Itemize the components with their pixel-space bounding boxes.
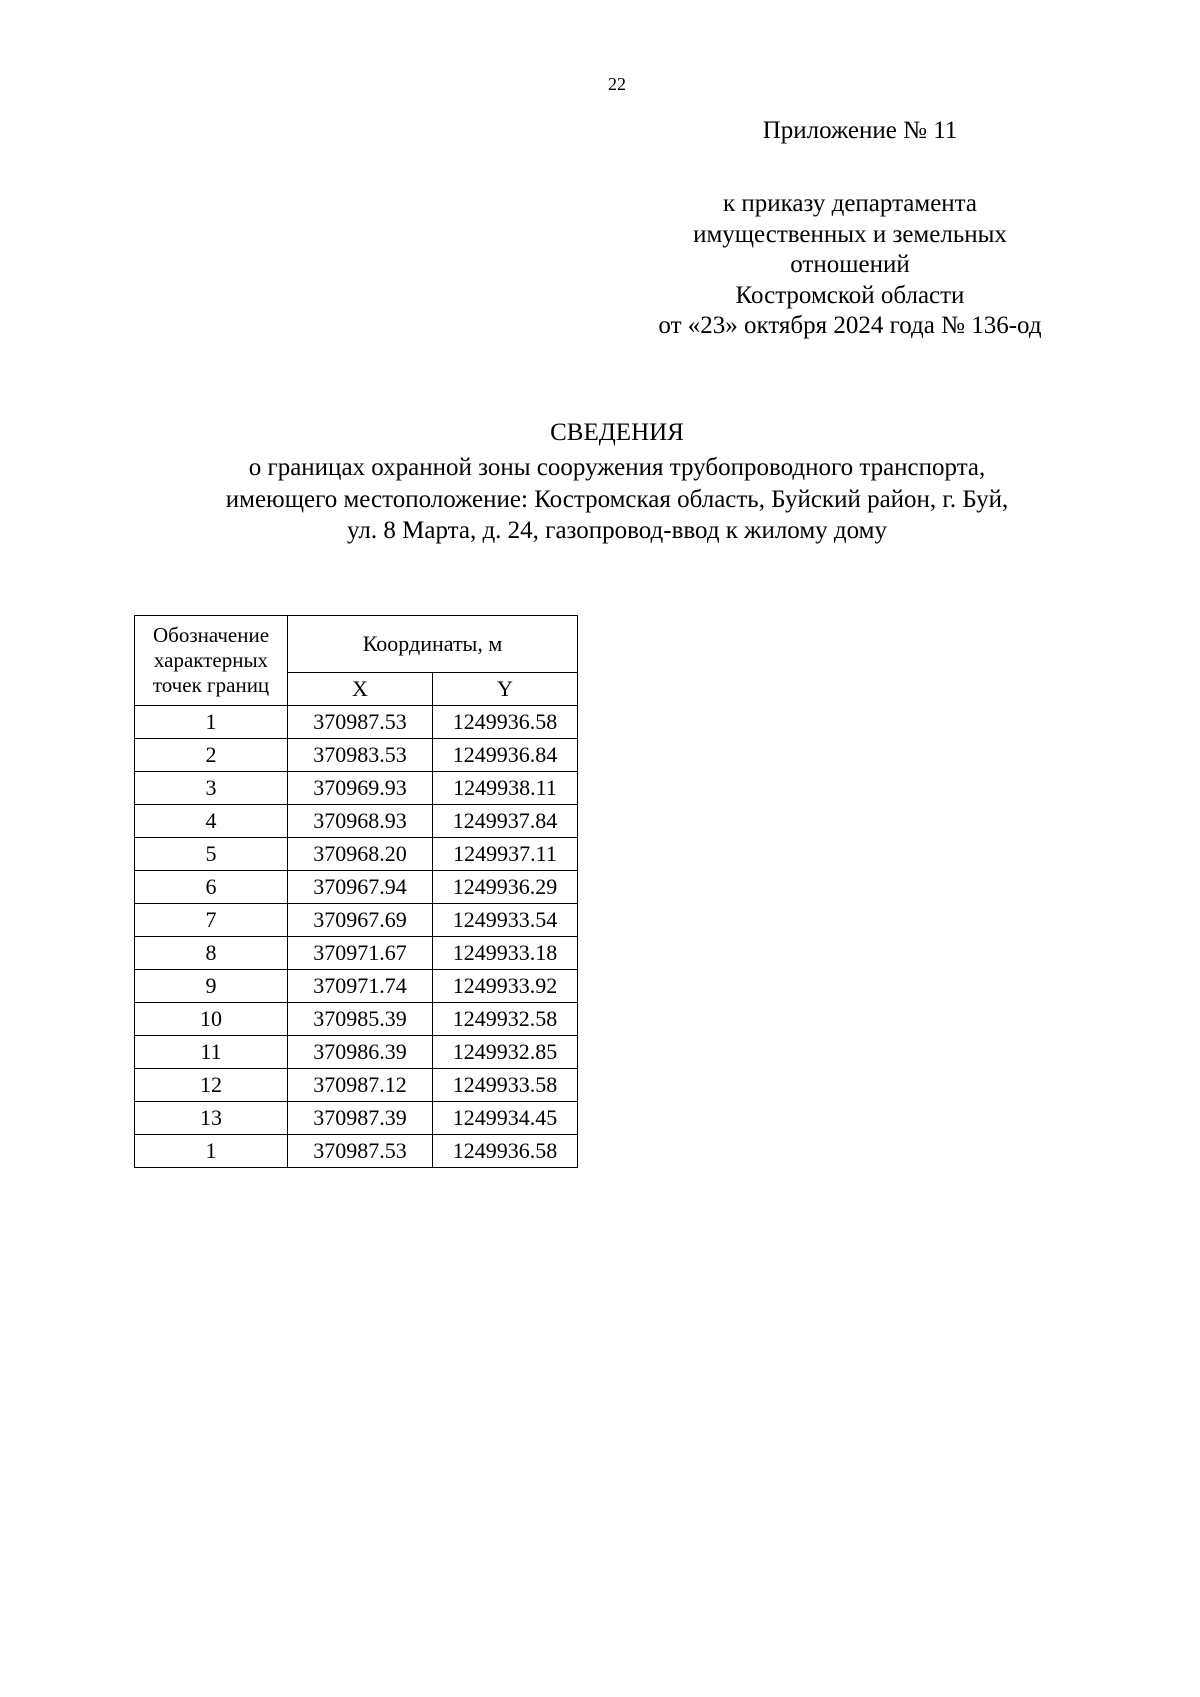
table-row [135, 871, 578, 904]
cell-x: 370987.53 [288, 706, 433, 739]
cell-point: 4 [135, 805, 288, 838]
cell-y: 1249936.84 [433, 739, 578, 772]
table-row [135, 1036, 578, 1069]
page-number: 22 [608, 74, 626, 94]
header-point-line: Обозначение [152, 623, 270, 647]
subheading-line: ул. 8 Марта, д. 24, газопровод-ввод к жилому дому [347, 517, 887, 544]
document-heading: СВЕДЕНИЯ [550, 419, 684, 446]
order-ref-line: имущественных и земельных [693, 220, 1007, 248]
cell-y: 1249936.58 [433, 706, 578, 739]
cell-point: 11 [135, 1036, 288, 1069]
cell-point: 8 [135, 937, 288, 970]
order-ref-line: отношений [790, 251, 910, 278]
cell-point: 2 [135, 739, 288, 772]
coordinates-table [134, 615, 578, 1168]
cell-y: 1249937.84 [433, 805, 578, 838]
table-row [135, 970, 578, 1003]
table-row [135, 805, 578, 838]
cell-x: 370971.74 [288, 970, 433, 1003]
cell-point: 9 [135, 970, 288, 1003]
cell-point: 10 [135, 1003, 288, 1036]
header-x: X [288, 673, 433, 706]
cell-y: 1249934.45 [433, 1102, 578, 1135]
cell-y: 1249932.58 [433, 1003, 578, 1036]
table-row [135, 739, 578, 772]
cell-y: 1249936.29 [433, 871, 578, 904]
cell-point: 1 [135, 1135, 288, 1168]
cell-x: 370967.69 [288, 904, 433, 937]
cell-x: 370987.53 [288, 1135, 433, 1168]
cell-y: 1249933.54 [433, 904, 578, 937]
cell-point: 5 [135, 838, 288, 871]
cell-y: 1249933.92 [433, 970, 578, 1003]
cell-y: 1249938.11 [433, 772, 578, 805]
table-header-row [135, 616, 578, 673]
order-reference [600, 189, 1100, 342]
header-point-designation [135, 616, 288, 706]
cell-x: 370983.53 [288, 739, 433, 772]
cell-y: 1249933.58 [433, 1069, 578, 1102]
table-body [135, 706, 578, 1168]
cell-x: 370985.39 [288, 1003, 433, 1036]
header-coordinates: Координаты, м [288, 616, 578, 673]
table-row [135, 904, 578, 937]
cell-y: 1249937.11 [433, 838, 578, 871]
cell-x: 370971.67 [288, 937, 433, 970]
table-row [135, 772, 578, 805]
table-row [135, 838, 578, 871]
table-row [135, 706, 578, 739]
document-subheading [0, 452, 1200, 547]
cell-point: 7 [135, 904, 288, 937]
cell-x: 370968.93 [288, 805, 433, 838]
cell-y: 1249933.18 [433, 937, 578, 970]
order-ref-line: к приказу департамента [722, 190, 978, 217]
table-row [135, 1135, 578, 1168]
cell-point: 1 [135, 706, 288, 739]
table-row [135, 937, 578, 970]
cell-x: 370987.39 [288, 1102, 433, 1135]
cell-y: 1249932.85 [433, 1036, 578, 1069]
appendix-title: Приложение № 11 [762, 117, 958, 144]
table-row [135, 1069, 578, 1102]
cell-point: 12 [135, 1069, 288, 1102]
header-point-line: точек границ [152, 673, 270, 697]
cell-x: 370967.94 [288, 871, 433, 904]
cell-x: 370986.39 [288, 1036, 433, 1069]
cell-x: 370987.12 [288, 1069, 433, 1102]
cell-point: 13 [135, 1102, 288, 1135]
header-y: Y [433, 673, 578, 706]
table-row [135, 1102, 578, 1135]
cell-point: 6 [135, 871, 288, 904]
cell-x: 370968.20 [288, 838, 433, 871]
subheading-line: о границах охранной зоны сооружения трубопроводного транспорта, [248, 454, 986, 481]
order-ref-line: Костромской области [735, 281, 965, 309]
order-ref-line: от «23» октября 2024 года № 136-од [658, 312, 1042, 339]
cell-x: 370969.93 [288, 772, 433, 805]
cell-point: 3 [135, 772, 288, 805]
subheading-line: имеющего местоположение: Костромская область, Буйский район, г. Буй, [225, 485, 1009, 513]
header-point-line: характерных [153, 648, 269, 672]
cell-y: 1249936.58 [433, 1135, 578, 1168]
table-row [135, 1003, 578, 1036]
